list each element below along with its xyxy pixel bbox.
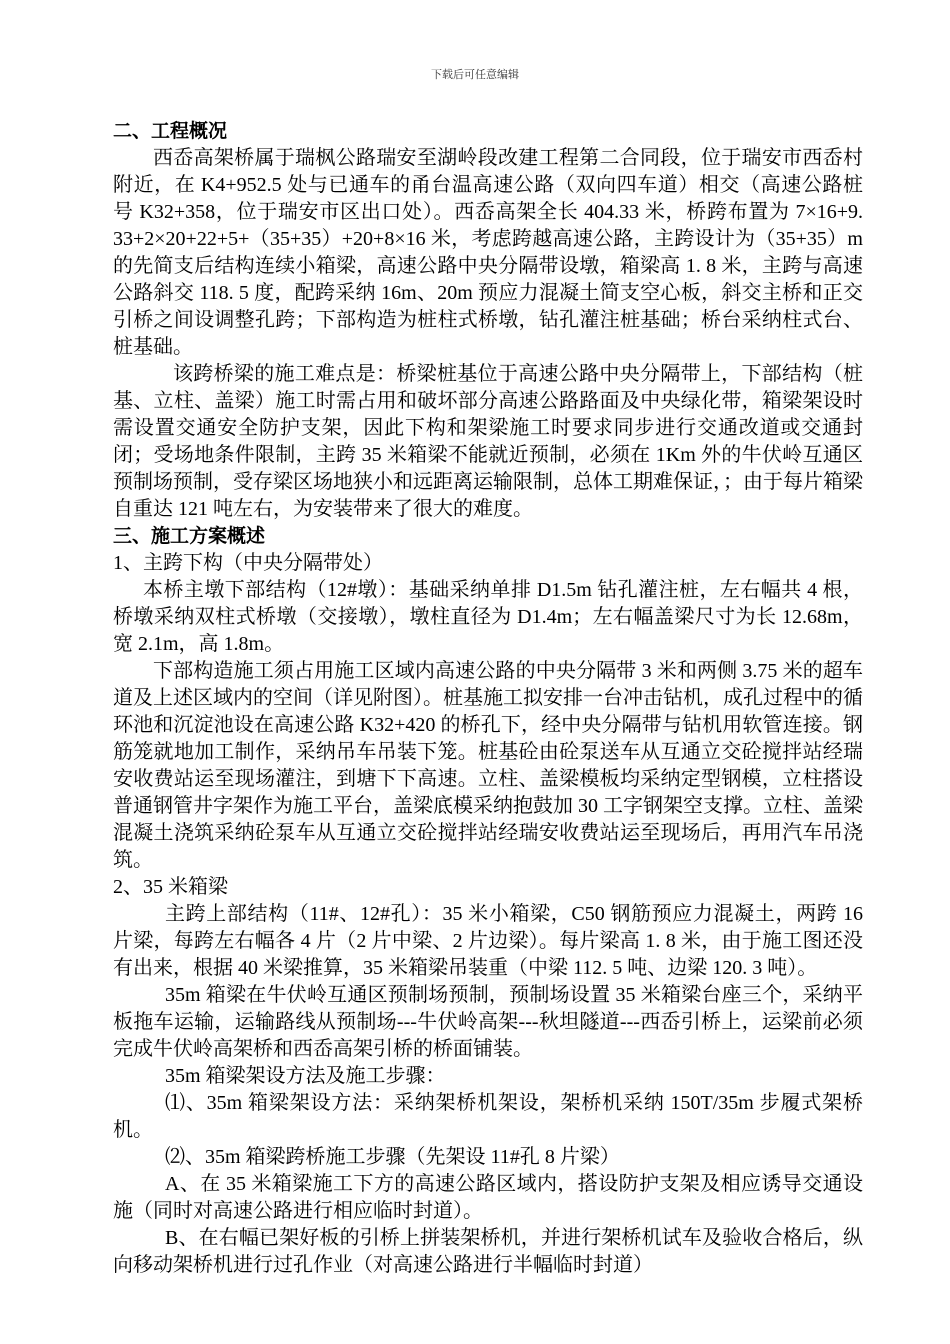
paragraph-sub2-3: 35m 箱梁架设方法及施工步骤： xyxy=(165,1065,446,1087)
section-heading-plan: 三、施工方案概述 xyxy=(113,525,266,547)
paragraph-sub2-1: 主跨上部结构（11#、12#孔）：35 米小箱梁，C50 钢筋预应力混凝土，两跨 16 片梁，每跨左右幅各 4 片（2 片中梁、2 片边梁）。每片梁高 1. 8 米，由于施工图还没有出来，根据 40 米梁推算，35 米箱梁吊装重（中梁 112. 5 吨、边梁 120. 3 吨）。 xyxy=(113,903,863,979)
header-note: 下载后可任意编辑 xyxy=(431,68,519,81)
paragraph-overview-2: 该跨桥梁的施工难点是：桥梁桩基位于高速公路中央分隔带上，下部结构（桩基、立柱、盖梁）施工时需占用和破坏部分高速公路路面及中央绿化带，箱梁架设时需设置交通安全防护支架，因此下构和架梁施工时要求同步进行交通改道或交通封闭；受场地条件限制，主跨 35 米箱梁不能就近预制，必须在 1Km 外的牛伏岭互通区预制场预制，受存梁区场地狭小和远距离运输限制，总体工期难保证，；由于每片箱梁自重达 121 吨左右，为安装带来了很大的难度。 xyxy=(113,363,863,520)
subsection-heading-1: 1、主跨下构（中央分隔带处） xyxy=(113,552,383,574)
paragraph-sub2-7: B、在右幅已架好板的引桥上拼装架桥机，并进行架桥机试车及验收合格后，纵向移动架桥机进行过孔作业（对高速公路进行半幅临时封道） xyxy=(113,1227,863,1276)
paragraph-sub2-4: ⑴、35m 箱梁架设方法：采纳架桥机架设，架桥机采纳 150T/35m 步履式架桥机。 xyxy=(113,1092,863,1141)
subsection-heading-2: 2、35 米箱梁 xyxy=(113,876,228,898)
paragraph-sub1-2: 下部构造施工须占用施工区域内高速公路的中央分隔带 3 米和两侧 3.75 米的超车道及上述区域内的空间（详见附图）。桩基施工拟安排一台冲击钻机，成孔过程中的循环池和沉淀池设在高速公路 K32+420 的桥孔下，经中央分隔带与钻机用软管连接。钢筋笼就地加工制作，采纳吊车吊装下笼。桩基砼由砼泵送车从互通立交砼搅拌站经瑞安收费站运至现场灌注，到塘下下高速。立柱、盖梁模板均采纳定型钢模，立柱搭设普通钢管井字架作为施工平台，盖梁底模采纳抱鼓加 30 工字钢架空支撑。立柱、盖梁混凝土浇筑采纳砼泵车从互通立交砼搅拌站经瑞安收费站运至现场后，再用汽车吊浇筑。 xyxy=(113,660,863,871)
paragraph-sub1-1: 本桥主墩下部结构（12#墩）：基础采纳单排 D1.5m 钻孔灌注桩，左右幅共 4 根，桥墩采纳双柱式桥墩（交接墩），墩柱直径为 D1.4m；左右幅盖梁尺寸为长 12.68m，宽 2.1m，高 1.8m。 xyxy=(113,579,863,655)
section-heading-overview: 二、工程概况 xyxy=(113,120,228,142)
document-body xyxy=(113,118,863,1279)
paragraph-sub2-6: A、在 35 米箱梁施工下方的高速公路区域内，搭设防护支架及相应诱导交通设施（同时对高速公路进行相应临时封道）。 xyxy=(113,1173,863,1222)
paragraph-sub2-5: ⑵、35m 箱梁跨桥施工步骤（先架设 11#孔 8 片梁） xyxy=(165,1146,620,1168)
paragraph-sub2-2: 35m 箱梁在牛伏岭互通区预制场预制，预制场设置 35 米箱梁台座三个，采纳平板拖车运输，运输路线从预制场---牛伏岭高架---秋坦隧道---西岙引桥上，运梁前必须完成牛伏岭高架桥和西岙高架引桥的桥面铺装。 xyxy=(113,984,863,1060)
paragraph-overview-1: 西岙高架桥属于瑞枫公路瑞安至湖岭段改建工程第二合同段，位于瑞安市西岙村附近，在 K4+952.5 处与已通车的甬台温高速公路（双向四车道）相交（高速公路桩号 K32+358，位于瑞安市区出口处）。西岙高架全长 404.33 米，桥跨布置为 7×16+9. 33+2×20+22+5+（35+35）+20+8×16 米，考虑跨越高速公路，主跨设计为（35+35）m 的先简支后结构连续小箱梁，高速公路中央分隔带设墩，箱梁高 1. 8 米，主跨与高速公路斜交 118. 5 度，配跨采纳 16m、20m 预应力混凝土简支空心板，斜交主桥和正交引桥之间设调整孔跨；下部构造为桩柱式桥墩，钻孔灌注桩基础；桥台采纳柱式台、桩基础。 xyxy=(113,147,863,358)
